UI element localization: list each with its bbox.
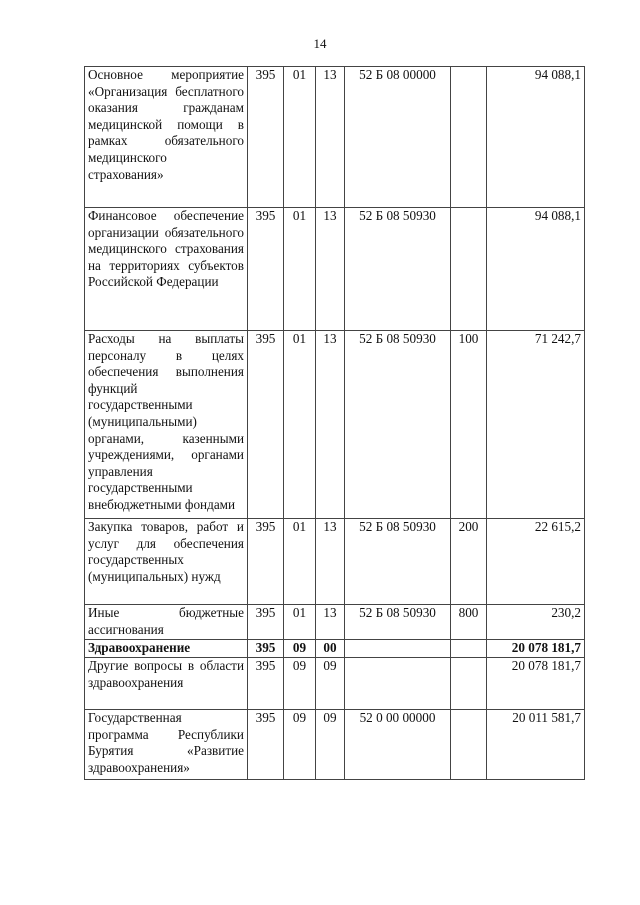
subsection-code: 09 bbox=[316, 658, 345, 710]
subsection-code: 13 bbox=[316, 605, 345, 640]
target-article-code: 52 Б 08 50930 bbox=[345, 208, 451, 331]
section-code: 01 bbox=[284, 67, 316, 208]
section-code: 09 bbox=[284, 710, 316, 780]
expense-type-code bbox=[451, 67, 487, 208]
table-row bbox=[85, 67, 585, 208]
amount: 94 088,1 bbox=[487, 208, 585, 331]
ministry-code: 395 bbox=[248, 710, 284, 780]
page-number: 14 bbox=[313, 36, 327, 51]
section-code: 01 bbox=[284, 519, 316, 605]
subsection-code: 13 bbox=[316, 519, 345, 605]
subsection-code: 13 bbox=[316, 331, 345, 519]
amount: 20 011 581,7 bbox=[487, 710, 585, 780]
ministry-code: 395 bbox=[248, 640, 284, 658]
row-name: Государственная программа Республики Бурятия «Развитие здравоохранения» bbox=[85, 710, 248, 780]
target-article-code: 52 Б 08 50930 bbox=[345, 605, 451, 640]
table-row bbox=[85, 658, 585, 710]
target-article-code: 52 Б 08 00000 bbox=[345, 67, 451, 208]
table-row bbox=[85, 710, 585, 780]
table-row bbox=[85, 640, 585, 658]
subsection-code: 13 bbox=[316, 208, 345, 331]
expense-type-code bbox=[451, 710, 487, 780]
section-code: 09 bbox=[284, 658, 316, 710]
target-article-code bbox=[345, 658, 451, 710]
subsection-code: 09 bbox=[316, 710, 345, 780]
row-name: Финансовое обеспечение организации обязательного медицинского страхования на территориях субъектов Российской Федерации bbox=[85, 208, 248, 331]
section-code: 01 bbox=[284, 605, 316, 640]
row-name: Другие вопросы в области здравоохранения bbox=[85, 658, 248, 710]
ministry-code: 395 bbox=[248, 605, 284, 640]
target-article-code: 52 Б 08 50930 bbox=[345, 519, 451, 605]
section-code: 01 bbox=[284, 331, 316, 519]
target-article-code bbox=[345, 640, 451, 658]
amount: 94 088,1 bbox=[487, 67, 585, 208]
amount: 230,2 bbox=[487, 605, 585, 640]
ministry-code: 395 bbox=[248, 67, 284, 208]
amount: 20 078 181,7 bbox=[487, 658, 585, 710]
row-name: Расходы на выплаты персоналу в целях обеспечения выполнения функций государственными (муниципальными) органами, казенными учреждениями, органами управления государственными внебюджетными фондами bbox=[85, 331, 248, 519]
ministry-code: 395 bbox=[248, 658, 284, 710]
ministry-code: 395 bbox=[248, 331, 284, 519]
expense-type-code: 100 bbox=[451, 331, 487, 519]
table-row bbox=[85, 519, 585, 605]
table-row bbox=[85, 605, 585, 640]
subsection-code: 00 bbox=[316, 640, 345, 658]
budget-table bbox=[84, 66, 585, 780]
target-article-code: 52 Б 08 50930 bbox=[345, 331, 451, 519]
table-row bbox=[85, 331, 585, 519]
section-code: 01 bbox=[284, 208, 316, 331]
row-name: Основное мероприятие «Организация бесплатного оказания гражданам медицинской помощи в рамках обязательного медицинского страхования» bbox=[85, 67, 248, 208]
expense-type-code bbox=[451, 658, 487, 710]
ministry-code: 395 bbox=[248, 519, 284, 605]
expense-type-code bbox=[451, 208, 487, 331]
expense-type-code: 800 bbox=[451, 605, 487, 640]
expense-type-code: 200 bbox=[451, 519, 487, 605]
subsection-code: 13 bbox=[316, 67, 345, 208]
amount: 20 078 181,7 bbox=[487, 640, 585, 658]
row-name: Закупка товаров, работ и услуг для обеспечения государственных (муниципальных) нужд bbox=[85, 519, 248, 605]
row-name: Здравоохранение bbox=[85, 640, 248, 658]
row-name: Иные бюджетные ассигнования bbox=[85, 605, 248, 640]
amount: 71 242,7 bbox=[487, 331, 585, 519]
expense-type-code bbox=[451, 640, 487, 658]
amount: 22 615,2 bbox=[487, 519, 585, 605]
target-article-code: 52 0 00 00000 bbox=[345, 710, 451, 780]
section-code: 09 bbox=[284, 640, 316, 658]
table-row bbox=[85, 208, 585, 331]
ministry-code: 395 bbox=[248, 208, 284, 331]
